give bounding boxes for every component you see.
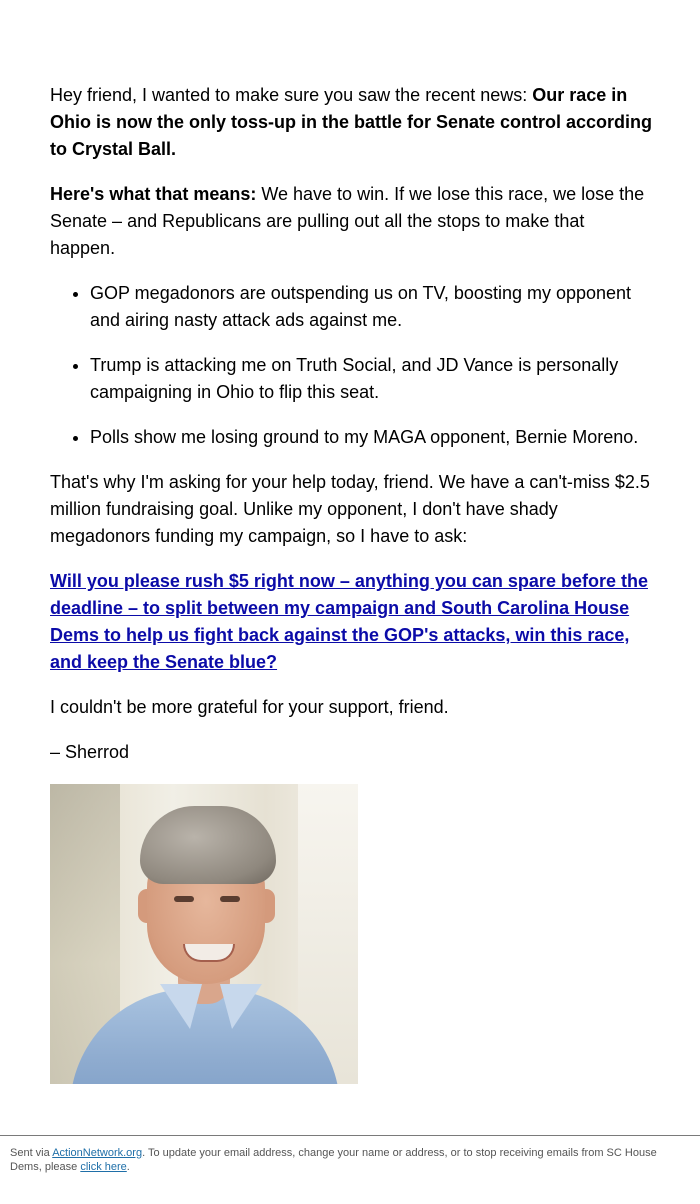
gratitude-paragraph: I couldn't be more grateful for your support, friend. [50, 697, 449, 717]
list-item: • GOP megadonors are outspending us on TV, boosting my opponent and airing nasty attack ads against me. [90, 280, 654, 334]
list-item: • Polls show me losing ground to my MAGA opponent, Bernie Moreno. [90, 424, 654, 451]
meaning-bold-text: Here's what that means: [50, 184, 257, 204]
footer-text [0, 1136, 700, 1174]
signoff: – Sherrod [50, 742, 130, 762]
footer-middle: . To update your email address, change your name or address, or to stop receiving emails from SC House Dems, please [10, 1147, 657, 1173]
intro-text: Hey friend, I wanted to make sure you saw the recent news: [50, 85, 533, 105]
intro-paragraph [50, 82, 654, 163]
portrait-photo [50, 784, 358, 1084]
unsubscribe-link[interactable]: click here [80, 1161, 127, 1173]
cta-paragraph [50, 568, 654, 676]
footer-prefix: Sent via [10, 1147, 53, 1159]
donate-link[interactable]: Will you please rush $5 right now – anything you can spare before the deadline – to split between my campaign and South Carolina House Dems to help us fight back against the GOP's attacks, win this race, and keep the Senate blue? [50, 571, 648, 672]
meaning-paragraph [50, 181, 654, 262]
bullet-list [50, 280, 654, 451]
intro-bold-text: Our race in Ohio is now the only toss-up in the battle for Senate control according to Crystal Ball. [50, 85, 653, 159]
actionnetwork-link[interactable]: ActionNetwork.org [52, 1147, 143, 1159]
ask-paragraph: That's why I'm asking for your help today, friend. We have a can't-miss $2.5 million fundraising goal. Unlike my opponent, I don't have shady megadonors funding my campaign, so I have to ask: [50, 472, 650, 546]
meaning-text: We have to win. If we lose this race, we lose the Senate – and Republicans are pulling out all the stops to make that happen. [50, 184, 645, 258]
footer-suffix: . [126, 1161, 130, 1173]
email-body [50, 82, 654, 1084]
list-item: • Trump is attacking me on Truth Social, and JD Vance is personally campaigning in Ohio to flip this seat. [90, 352, 654, 406]
email-footer [0, 1135, 700, 1174]
